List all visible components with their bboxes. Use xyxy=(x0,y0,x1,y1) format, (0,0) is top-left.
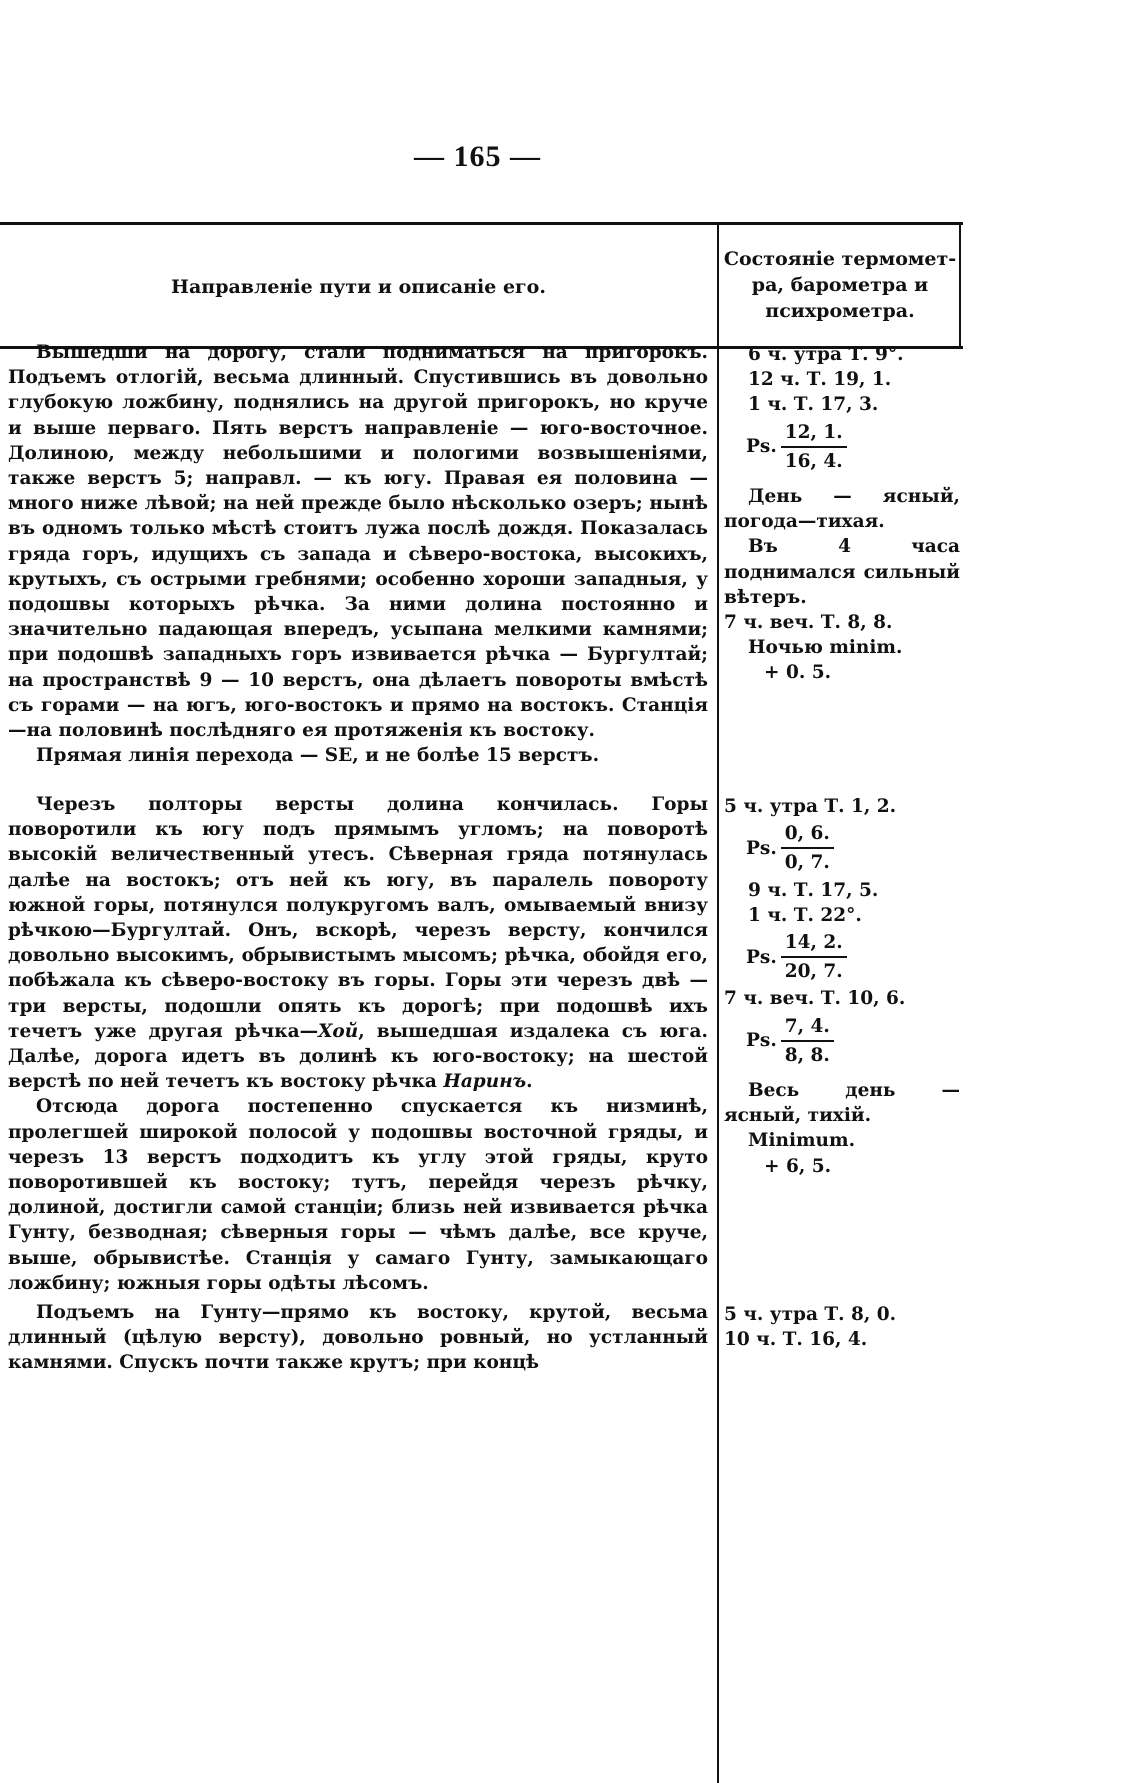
ps-denominator: 0, 7. xyxy=(784,852,830,874)
reading-line: 5 ч. утра Т. 8, 0. xyxy=(724,1304,897,1325)
readings-entry-2 xyxy=(724,794,960,1179)
table-top-rule xyxy=(0,222,963,225)
reading-line: 6 ч. утра Т. 9°. xyxy=(748,344,904,365)
column-header-route: Направленіе пути и описаніе его. xyxy=(171,276,546,298)
evening-reading: 7 ч. веч. Т. 8, 8. xyxy=(724,612,893,634)
ps-numerator: 12, 1. xyxy=(781,420,847,448)
reading-line: 9 ч. Т. 17, 5. xyxy=(748,879,879,901)
weather-note: Весь день — ясный, тихій. xyxy=(724,1080,960,1127)
ps-fraction xyxy=(781,1014,834,1068)
ps-numerator: 0, 6. xyxy=(781,821,834,849)
route-entry-2 xyxy=(8,792,708,1296)
weather-note: Въ 4 часа поднимался сильный вѣтеръ. xyxy=(724,536,960,608)
reading-line: 12 ч. Т. 19, 1. xyxy=(748,369,892,391)
river-name: Хой xyxy=(318,1020,359,1042)
weather-notes xyxy=(724,1078,960,1128)
minimum-label: Minimum. xyxy=(748,1130,856,1152)
page-number: — 165 — xyxy=(414,140,541,173)
ps-fraction xyxy=(781,420,847,474)
night-minimum-value: + 0. 5. xyxy=(764,662,832,684)
reading-line: 1 ч. Т. 17, 3. xyxy=(748,394,879,416)
readings-entry-1 xyxy=(724,342,960,686)
journal-table xyxy=(0,222,963,1783)
column-divider xyxy=(717,222,719,1783)
weather-note: День — ясный, погода—тихая. xyxy=(724,486,960,533)
river-name: Наринъ xyxy=(443,1071,527,1093)
ps-label: Ps. xyxy=(746,946,777,968)
column-header-line: Состояніе термомет- xyxy=(723,248,957,270)
reading-line: 1 ч. Т. 22°. xyxy=(748,904,862,926)
psychrometer-reading xyxy=(724,420,960,474)
reading-line: 10 ч. Т. 16, 4. xyxy=(724,1329,868,1351)
route-paragraph: Подъемъ на Гунту—прямо къ востоку, крутой, весьма длинный (цѣлую версту), довольно ровный, но устланный камнями. Спускъ почти также крутъ; при концѣ xyxy=(8,1302,708,1374)
ps-label: Ps. xyxy=(746,837,777,859)
route-text: Черезъ полторы версты долина кончилась. Горы поворотили къ югу подъ прямымъ угломъ; на поворотѣ высокій величественный утесъ. Сѣверная гряда потянулась далѣе на востокъ; отъ ней къ югу, въ паралель повороту южной горы, потянулся полукругомъ валъ, омываемый внизу рѣчкою—Бургултай. Онъ, вскорѣ, черезъ версту, кончился довольно высокимъ, обрывистымъ мысомъ; рѣчка, обойдя его, побѣжала къ сѣверо-востоку въ горы. Горы эти черезъ двѣ — три версты, подошли опять къ дорогѣ; при подошвѣ ихъ течетъ уже другая рѣчка— xyxy=(8,794,708,1042)
psychrometer-reading xyxy=(724,930,960,984)
minimum-value: + 6, 5. xyxy=(764,1155,832,1177)
reading-line: 5 ч. утра Т. 1, 2. xyxy=(724,796,897,817)
route-entry-1 xyxy=(8,340,708,768)
ps-denominator: 20, 7. xyxy=(784,961,843,983)
evening-reading: 7 ч. веч. Т. 10, 6. xyxy=(724,988,906,1010)
psychrometer-reading xyxy=(724,821,960,875)
column-header-instruments xyxy=(720,246,960,324)
readings-entry-3 xyxy=(724,1302,960,1352)
ps-denominator: 8, 8. xyxy=(784,1044,830,1066)
ps-label: Ps. xyxy=(746,1030,777,1052)
ps-numerator: 7, 4. xyxy=(781,1014,834,1042)
ps-fraction xyxy=(781,930,847,984)
column-header-line: психрометра. xyxy=(765,300,915,322)
route-paragraph xyxy=(8,792,708,1094)
route-paragraph: Вышедши на дорогу, стали подниматься на пригорокъ. Подъемъ отлогій, весьма длинный. Спустившись въ довольно глубокую ложбину, поднялись на другой пригорокъ, но круче и выше перваго. Пять верстъ направленіе — юго-восточное. Долиною, между небольшими и пологими возвышеніями, также верстъ 5; направл. — къ югу. Правая ея половина — много ниже лѣвой; на ней прежде было нѣсколько озеръ; нынѣ въ одномъ только мѣстѣ стоитъ лужа послѣ дождя. Показалась гряда горъ, идущихъ съ запада и сѣверо-востока, высокихъ, крутыхъ, съ острыми гребнями; особенно хороши западныя, у подошвы которыхъ рѣчка. За ними долина постоянно и значительно падающая впередъ, усыпана мелкими камнями; при подошвѣ западныхъ горъ извивается рѣчка — Бургултай; на пространствѣ 9 — 10 верстъ, она дѣлаетъ повороты вмѣстѣ съ горами — на югъ, юго-востокъ и прямо на востокъ. Станція—на половинѣ послѣдняго ея протяженія къ востоку. xyxy=(8,342,708,742)
route-paragraph: Отсюда дорога постепенно спускается къ низминѣ, пролегшей широкой полосой у подошвы восточной гряды, и черезъ 13 верстъ подходитъ къ углу этой гряды, круто поворотившей къ востоку; тутъ, перейдя черезъ рѣчку, долиной, достигли самой станціи; близь ней извивается рѣчка Гунту, безводная; сѣверныя горы — чѣмъ далѣе, все круче, выше, обрывистѣе. Станція у самаго Гунту, замыкающаго ложбину; южныя горы одѣты лѣсомъ. xyxy=(8,1096,708,1294)
route-text: . xyxy=(526,1071,533,1093)
route-entry-3 xyxy=(8,1300,708,1376)
route-text: , вышедшая издалека съ юга. Далѣе, дорога идетъ въ долинѣ къ юго-востоку; на шестой верстѣ по ней течетъ къ востоку рѣчка xyxy=(8,1020,708,1093)
night-minimum-label: Ночью minim. xyxy=(748,637,903,659)
ps-fraction xyxy=(781,821,834,875)
psychrometer-reading xyxy=(724,1014,960,1068)
column-header-line: ра, барометра и xyxy=(751,274,929,296)
weather-notes xyxy=(724,484,960,610)
ps-denominator: 16, 4. xyxy=(784,450,843,472)
ps-numerator: 14, 2. xyxy=(781,930,847,958)
route-summary: Прямая линія перехода — SE, и не болѣе 15 верстъ. xyxy=(36,745,600,767)
ps-label: Ps. xyxy=(746,436,777,458)
